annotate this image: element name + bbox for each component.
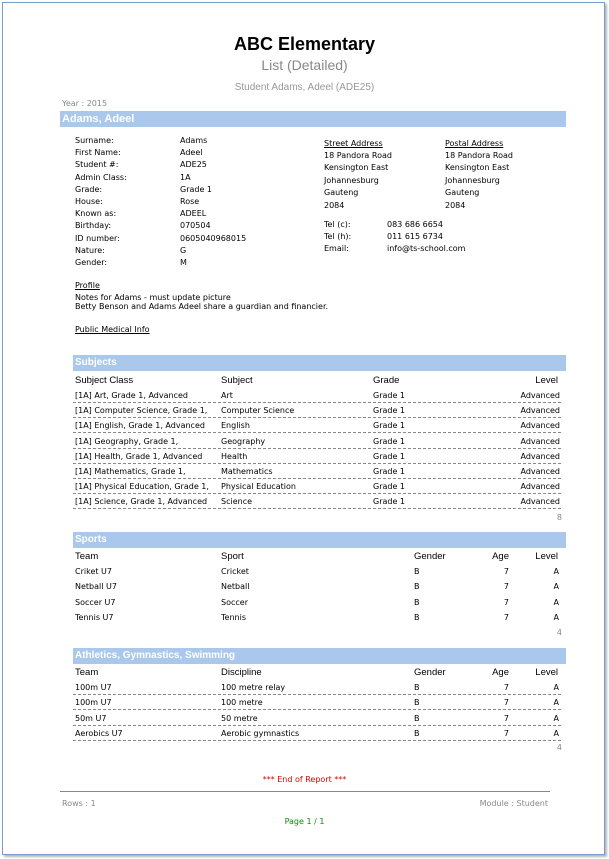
field-value: M [180, 258, 187, 267]
subject-class-cell: [1A] Health, Grade 1, Advanced [75, 451, 203, 461]
row-divider [73, 417, 561, 418]
subjects-header-level: Level [535, 375, 558, 386]
level-cell: Advanced [520, 436, 560, 446]
age-cell: 7 [503, 713, 509, 723]
team-cell: 100m U7 [75, 698, 112, 708]
level-cell: A [553, 683, 559, 692]
activity-cell: Tennis [221, 612, 246, 622]
level-cell: Advanced [520, 467, 560, 476]
subject-class-cell: [1A] Physical Education, Grade 1, [75, 482, 209, 492]
team-cell: Criket U7 [75, 567, 112, 576]
row-divider [73, 448, 561, 449]
field-label: Admin Class: [75, 172, 127, 182]
row-divider [73, 463, 561, 464]
profile-note-1: Notes for Adams - must update picture [75, 293, 231, 302]
field-value: ADEEL [180, 209, 207, 219]
subject-cell: Geography [221, 436, 266, 446]
street-address-line: Kensington East [324, 163, 389, 173]
team-cell: Aerobics U7 [75, 728, 123, 738]
footer-divider [60, 791, 550, 792]
team-cell: 50m U7 [75, 713, 107, 723]
profile-note-2: Betty Benson and Adams Adeel share a guardian and financier. [75, 302, 329, 311]
age-cell: 7 [503, 612, 509, 622]
athletics-header-discipline: Discipline [221, 667, 262, 678]
row-divider [73, 478, 561, 479]
row-divider [73, 493, 561, 494]
sports-header-sport: Sport [221, 551, 244, 562]
level-cell: A [553, 597, 559, 607]
field-label: Birthday: [75, 221, 112, 231]
athletics-header-age: Age [492, 667, 509, 678]
field-value: G [180, 245, 187, 255]
level-cell: Advanced [520, 482, 560, 492]
subject-cell: Physical Education [221, 482, 296, 492]
field-label: Student #: [75, 160, 119, 170]
subjects-bar: Subjects [73, 355, 566, 371]
subject-cell: Science [221, 497, 253, 507]
field-value: ADE25 [180, 160, 207, 170]
year-label: Year : 2015 [62, 99, 108, 108]
student-name-bar: Adams, Adeel [60, 111, 566, 127]
subject-cell: Computer Science [221, 406, 295, 416]
street-address-line: Johannesburg [324, 175, 379, 185]
level-cell: A [553, 612, 559, 622]
subject-cell: Art [221, 391, 233, 400]
postal-address-line: Kensington East [445, 163, 510, 173]
gender-cell: B [414, 597, 420, 607]
activity-cell: Soccer [221, 597, 248, 607]
level-cell: Advanced [520, 421, 560, 431]
level-cell: A [553, 713, 559, 723]
contact-label: Tel (c): [324, 220, 351, 229]
activity-cell: Aerobic gymnastics [221, 728, 300, 738]
field-label: Known as: [75, 209, 117, 219]
sports-header-age: Age [492, 551, 509, 562]
team-cell: Netball U7 [75, 582, 117, 592]
sports-header-gender: Gender [414, 551, 446, 562]
age-cell: 7 [503, 698, 509, 708]
athletics-count: 4 [556, 743, 562, 752]
subject-class-cell: [1A] Science, Grade 1, Advanced [75, 497, 208, 507]
grade-cell: Grade 1 [373, 391, 406, 400]
activity-cell: 100 metre [221, 698, 263, 708]
level-cell: Advanced [520, 406, 560, 416]
contact-value: info@ts-school.com [387, 244, 466, 254]
field-label: Nature: [75, 245, 105, 255]
field-label: ID number: [75, 233, 120, 243]
subjects-count: 8 [556, 513, 562, 522]
age-cell: 7 [503, 597, 509, 607]
subject-cell: Health [221, 451, 248, 461]
postal-address-line: Gauteng [445, 188, 480, 198]
row-divider [73, 508, 561, 509]
gender-cell: B [414, 728, 420, 738]
subject-class-cell: [1A] Computer Science, Grade 1, [75, 406, 208, 416]
team-cell: Tennis U7 [75, 612, 114, 622]
level-cell: A [553, 698, 559, 708]
field-label: Grade: [75, 184, 103, 194]
subjects-header-subject: Subject [221, 375, 253, 386]
subjects-header-class: Subject Class [75, 375, 134, 386]
street-address-line: Gauteng [324, 188, 359, 198]
grade-cell: Grade 1 [373, 406, 406, 416]
level-cell: A [553, 728, 559, 738]
page-number: Page 1 / 1 [284, 817, 325, 826]
grade-cell: Grade 1 [373, 451, 406, 461]
sports-bar: Sports [73, 532, 566, 548]
subject-class-cell: [1A] Mathematics, Grade 1, [75, 467, 186, 476]
contact-value: 083 686 6654 [387, 220, 443, 229]
field-label: House: [75, 197, 103, 206]
grade-cell: Grade 1 [373, 482, 406, 492]
field-value: Grade 1 [180, 184, 213, 194]
level-cell: A [553, 582, 559, 592]
postal-address-line: 2084 [445, 200, 466, 210]
athletics-bar: Athletics, Gymnastics, Swimming [73, 648, 566, 664]
activity-cell: 50 metre [221, 713, 258, 723]
sports-count: 4 [556, 628, 562, 637]
field-value: 0605040968015 [180, 233, 247, 243]
postal-address-line: 18 Pandora Road [445, 151, 513, 160]
level-cell: Advanced [520, 391, 560, 400]
student-line: Student Adams, Adeel (ADE25) [234, 82, 375, 93]
athletics-header-level: Level [535, 667, 558, 678]
subject-class-cell: [1A] Art, Grade 1, Advanced [75, 391, 188, 400]
age-cell: 7 [503, 582, 509, 592]
medical-info-label: Public Medical Info [75, 325, 150, 334]
level-cell: Advanced [520, 451, 560, 461]
end-of-report: *** End of Report *** [262, 775, 347, 784]
report-subtitle: List (Detailed) [261, 57, 348, 73]
contact-value: 011 615 6734 [387, 232, 443, 242]
team-cell: Soccer U7 [75, 597, 116, 607]
street-address-line: 2084 [324, 200, 345, 210]
postal-address-label: Postal Address [445, 139, 504, 148]
age-cell: 7 [503, 567, 509, 576]
row-divider [73, 709, 561, 710]
sports-header-team: Team [75, 551, 99, 562]
row-divider [73, 740, 561, 741]
athletics-header-gender: Gender [414, 667, 446, 678]
age-cell: 7 [503, 728, 509, 738]
gender-cell: B [414, 612, 420, 622]
contact-label: Tel (h): [324, 232, 352, 242]
gender-cell: B [414, 582, 420, 592]
subject-cell: English [221, 421, 250, 431]
activity-cell: Cricket [221, 567, 249, 576]
profile-label: Profile [75, 281, 100, 290]
field-value: 070504 [180, 221, 211, 231]
rows-count: Rows : 1 [62, 799, 96, 808]
street-address-label: Street Address [324, 139, 383, 148]
row-divider [73, 402, 561, 403]
gender-cell: B [414, 683, 420, 692]
level-cell: Advanced [520, 497, 560, 507]
street-address-line: 18 Pandora Road [324, 151, 392, 160]
field-label: First Name: [75, 148, 121, 158]
subject-class-cell: [1A] Geography, Grade 1, [75, 436, 179, 446]
field-value: Rose [180, 197, 200, 206]
activity-cell: 100 metre relay [221, 683, 286, 692]
row-divider [73, 725, 561, 726]
grade-cell: Grade 1 [373, 467, 406, 476]
level-cell: A [553, 567, 559, 576]
field-label: Surname: [75, 136, 114, 145]
team-cell: 100m U7 [75, 683, 112, 692]
row-divider [73, 694, 561, 695]
subjects-header-grade: Grade [373, 375, 400, 386]
gender-cell: B [414, 567, 420, 576]
gender-cell: B [414, 713, 420, 723]
postal-address-line: Johannesburg [445, 175, 500, 185]
subject-class-cell: [1A] English, Grade 1, Advanced [75, 421, 205, 431]
grade-cell: Grade 1 [373, 436, 406, 446]
subject-cell: Mathematics [221, 467, 273, 476]
contact-label: Email: [324, 244, 349, 254]
school-title: ABC Elementary [233, 34, 376, 54]
field-label: Gender: [75, 258, 108, 267]
sports-header-level: Level [535, 551, 558, 562]
field-value: Adams [180, 136, 208, 145]
grade-cell: Grade 1 [373, 421, 406, 431]
field-value: 1A [180, 172, 191, 182]
athletics-header-team: Team [75, 667, 99, 678]
row-divider [73, 432, 561, 433]
gender-cell: B [414, 698, 420, 708]
module-label: Module : Student [479, 799, 548, 808]
activity-cell: Netball [221, 582, 250, 592]
grade-cell: Grade 1 [373, 497, 406, 507]
field-value: Adeel [180, 148, 203, 158]
age-cell: 7 [503, 683, 509, 692]
